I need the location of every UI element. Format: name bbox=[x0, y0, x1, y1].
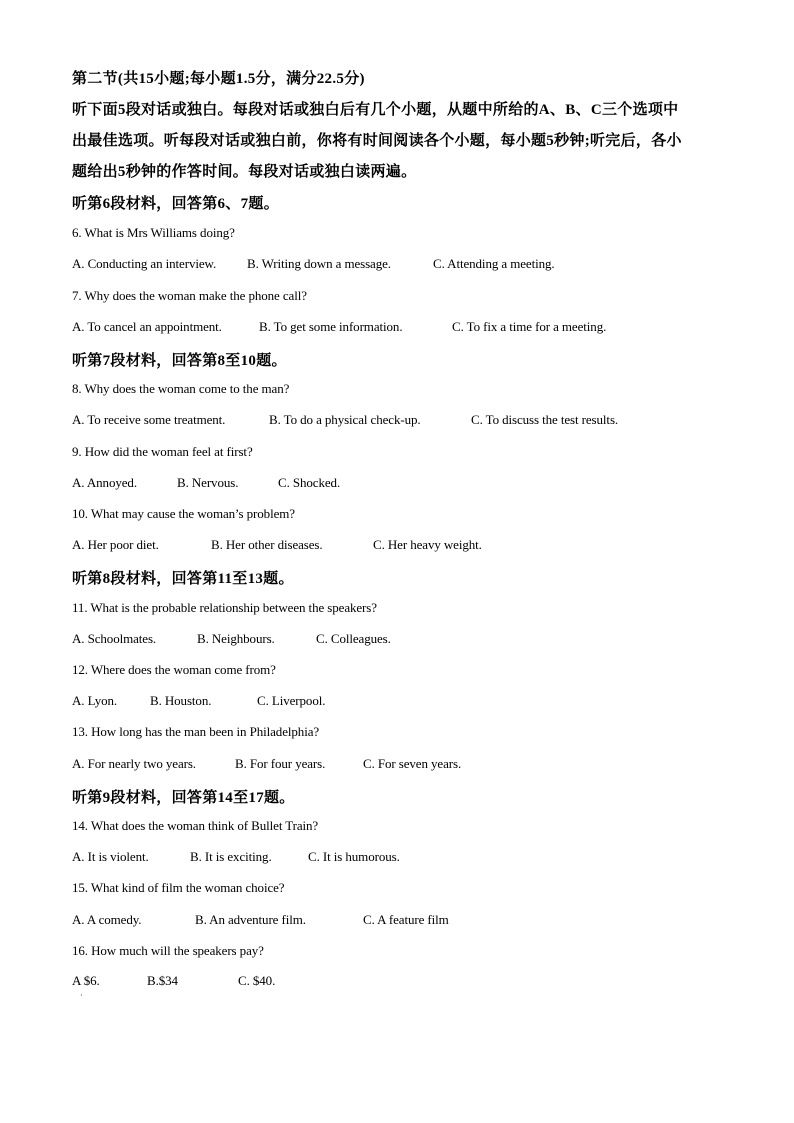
question-12-option-a: A. Lyon. bbox=[72, 693, 118, 708]
question-8-option-a: A. To receive some treatment. bbox=[72, 412, 226, 427]
question-13-option-a: A. For nearly two years. bbox=[72, 756, 196, 771]
question-15-option-b: B. An adventure film. bbox=[195, 912, 306, 927]
question-12-option-c: C. Liverpool. bbox=[257, 693, 326, 708]
question-13-option-b: B. For four years. bbox=[235, 756, 326, 771]
question-16-option-a: A $6. bbox=[72, 973, 100, 988]
question-16-stem: 16. How much will the speakers pay? bbox=[72, 943, 264, 958]
question-16-option-b: B.$34 bbox=[147, 973, 178, 988]
question-12-option-b: B. Houston. bbox=[150, 693, 212, 708]
question-10-option-c: C. Her heavy weight. bbox=[373, 537, 482, 552]
section-header-7: 听第7段材料，回答第8至10题。 bbox=[72, 353, 287, 369]
question-10-option-b: B. Her other diseases. bbox=[211, 537, 323, 552]
instructions-line-1: 听下面5段对话或独白。每段对话或独白后有几个小题，从题中所给的A、B、C三个选项中 bbox=[72, 102, 679, 118]
question-6-stem: 6. What is Mrs Williams doing? bbox=[72, 225, 235, 240]
question-15-option-a: A. A comedy. bbox=[72, 912, 142, 927]
instructions-line-2: 出最佳选项。听每段对话或独白前，你将有时间阅读各个小题，每小题5秒钟;听完后，各小 bbox=[72, 133, 682, 149]
question-11-option-b: B. Neighbours. bbox=[197, 631, 275, 646]
question-8-option-c: C. To discuss the test results. bbox=[471, 412, 619, 427]
question-16-option-c: C. $40. bbox=[238, 973, 276, 988]
section-header-9: 听第9段材料，回答第14至17题。 bbox=[72, 790, 295, 806]
question-13-option-c: C. For seven years. bbox=[363, 756, 462, 771]
question-11-stem: 11. What is the probable relationship between the speakers? bbox=[72, 600, 377, 615]
question-11-option-c: C. Colleagues. bbox=[316, 631, 391, 646]
question-10-option-a: A. Her poor diet. bbox=[72, 537, 159, 552]
question-6-option-b: B. Writing down a message. bbox=[247, 256, 391, 271]
question-7-stem: 7. Why does the woman make the phone call? bbox=[72, 288, 307, 303]
question-7-option-a: A. To cancel an appointment. bbox=[72, 319, 222, 334]
question-6-option-a: A. Conducting an interview. bbox=[72, 256, 217, 271]
question-14-option-b: B. It is exciting. bbox=[190, 849, 272, 864]
question-14-option-c: C. It is humorous. bbox=[308, 849, 400, 864]
section-title: 第二节(共15小题;每小题1.5分，满分22.5分) bbox=[72, 71, 365, 87]
question-7-option-b: B. To get some information. bbox=[259, 319, 403, 334]
question-6-option-c: C. Attending a meeting. bbox=[433, 256, 555, 271]
stray-mark: · bbox=[80, 991, 83, 1000]
question-12-stem: 12. Where does the woman come from? bbox=[72, 662, 276, 677]
section-header-8: 听第8段材料，回答第11至13题。 bbox=[72, 571, 294, 587]
section-header-6: 听第6段材料，回答第6、7题。 bbox=[72, 196, 280, 212]
question-7-option-c: C. To fix a time for a meeting. bbox=[452, 319, 607, 334]
question-8-option-b: B. To do a physical check-up. bbox=[269, 412, 421, 427]
question-14-option-a: A. It is violent. bbox=[72, 849, 149, 864]
question-15-option-c: C. A feature film bbox=[363, 912, 449, 927]
question-9-option-c: C. Shocked. bbox=[278, 475, 341, 490]
question-9-option-b: B. Nervous. bbox=[177, 475, 239, 490]
question-15-stem: 15. What kind of film the woman choice? bbox=[72, 880, 285, 895]
question-11-option-a: A. Schoolmates. bbox=[72, 631, 157, 646]
question-14-stem: 14. What does the woman think of Bullet Train? bbox=[72, 818, 319, 833]
question-9-stem: 9. How did the woman feel at first? bbox=[72, 444, 253, 459]
question-10-stem: 10. What may cause the woman’s problem? bbox=[72, 506, 295, 521]
question-9-option-a: A. Annoyed. bbox=[72, 475, 137, 490]
question-13-stem: 13. How long has the man been in Philadelphia? bbox=[72, 724, 320, 739]
instructions-line-3: 题给出5秒钟的作答时间。每段对话或独白读两遍。 bbox=[72, 164, 417, 180]
question-8-stem: 8. Why does the woman come to the man? bbox=[72, 381, 290, 396]
